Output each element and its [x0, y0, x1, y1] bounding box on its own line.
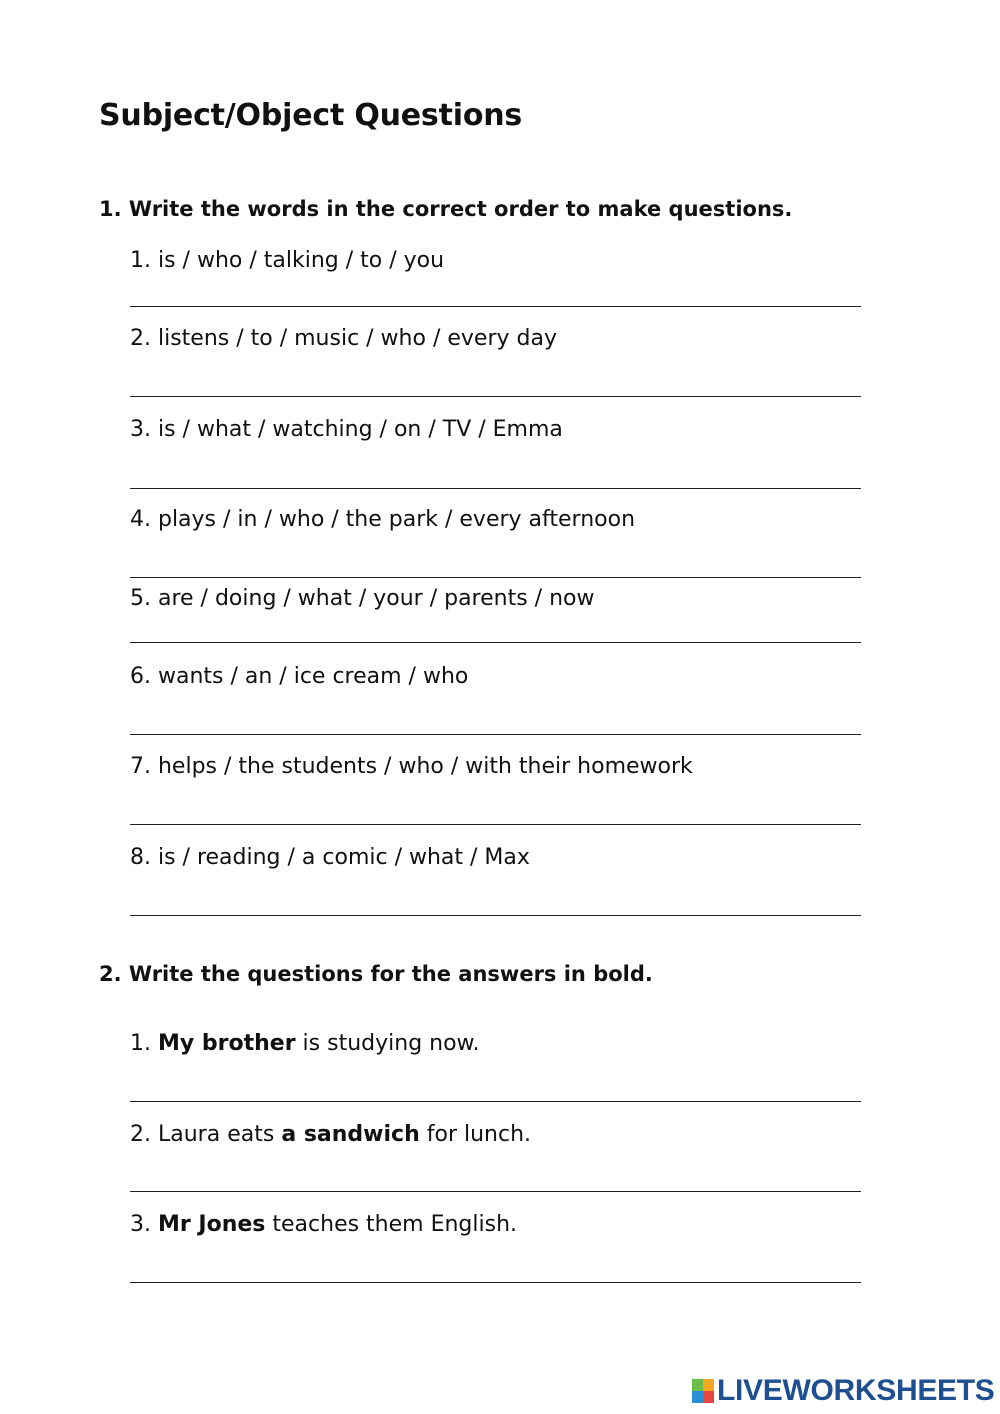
logo-mark-cell: [692, 1391, 703, 1403]
logo-mark-cell: [703, 1379, 714, 1391]
s1-item-6: 6. wants / an / ice cream / who: [130, 664, 469, 689]
s1-answer-line-1[interactable]: [130, 306, 861, 307]
s2-item-1: [130, 1031, 480, 1056]
s1-item-7: 7. helps / the students / who / with their homework: [130, 754, 693, 779]
liveworksheets-logo-icon: [692, 1379, 714, 1403]
s1-item-4: 4. plays / in / who / the park / every afternoon: [130, 507, 636, 532]
s2-item-2-after: for lunch.: [419, 1122, 532, 1147]
s1-answer-line-3[interactable]: [130, 488, 861, 489]
s1-item-2: 2. listens / to / music / who / every day: [130, 326, 557, 351]
s2-item-2-before: Laura eats: [158, 1122, 282, 1147]
s1-answer-line-8[interactable]: [130, 915, 861, 916]
s2-item-2-number: 2.: [130, 1122, 151, 1147]
worksheet-title: Subject/Object Questions: [99, 98, 523, 133]
section-1-heading: 1. Write the words in the correct order to make questions.: [99, 197, 793, 221]
s1-item-5: 5. are / doing / what / your / parents / now: [130, 586, 595, 611]
s1-answer-line-6[interactable]: [130, 734, 861, 735]
s1-answer-line-7[interactable]: [130, 824, 861, 825]
s1-item-1: 1. is / who / talking / to / you: [130, 248, 445, 273]
section-2-heading: 2. Write the questions for the answers in bold.: [99, 962, 653, 986]
s2-item-1-bold-answer: My brother: [158, 1031, 296, 1056]
s2-item-3-after: teaches them English.: [265, 1212, 518, 1237]
s2-item-2-bold-answer: a sandwich: [281, 1122, 420, 1147]
s2-item-3: [130, 1212, 517, 1237]
liveworksheets-logo: [692, 1374, 995, 1408]
s1-item-8: 8. is / reading / a comic / what / Max: [130, 845, 530, 870]
s2-item-1-after: is studying now.: [295, 1031, 480, 1056]
logo-mark-cell: [703, 1391, 714, 1403]
s2-item-1-number: 1.: [130, 1031, 151, 1056]
s2-answer-line-1[interactable]: [130, 1101, 861, 1102]
logo-mark-cell: [692, 1379, 703, 1391]
s2-item-3-bold-answer: Mr Jones: [158, 1212, 266, 1237]
s1-item-3: 3. is / what / watching / on / TV / Emma: [130, 417, 563, 442]
s2-item-2: [130, 1122, 531, 1147]
s2-answer-line-2[interactable]: [130, 1191, 861, 1192]
s2-answer-line-3[interactable]: [130, 1282, 861, 1283]
liveworksheets-logo-text: LIVEWORKSHEETS: [717, 1374, 995, 1407]
s1-answer-line-4[interactable]: [130, 577, 861, 578]
s2-item-3-number: 3.: [130, 1212, 151, 1237]
s1-answer-line-5[interactable]: [130, 642, 861, 643]
s1-answer-line-2[interactable]: [130, 396, 861, 397]
